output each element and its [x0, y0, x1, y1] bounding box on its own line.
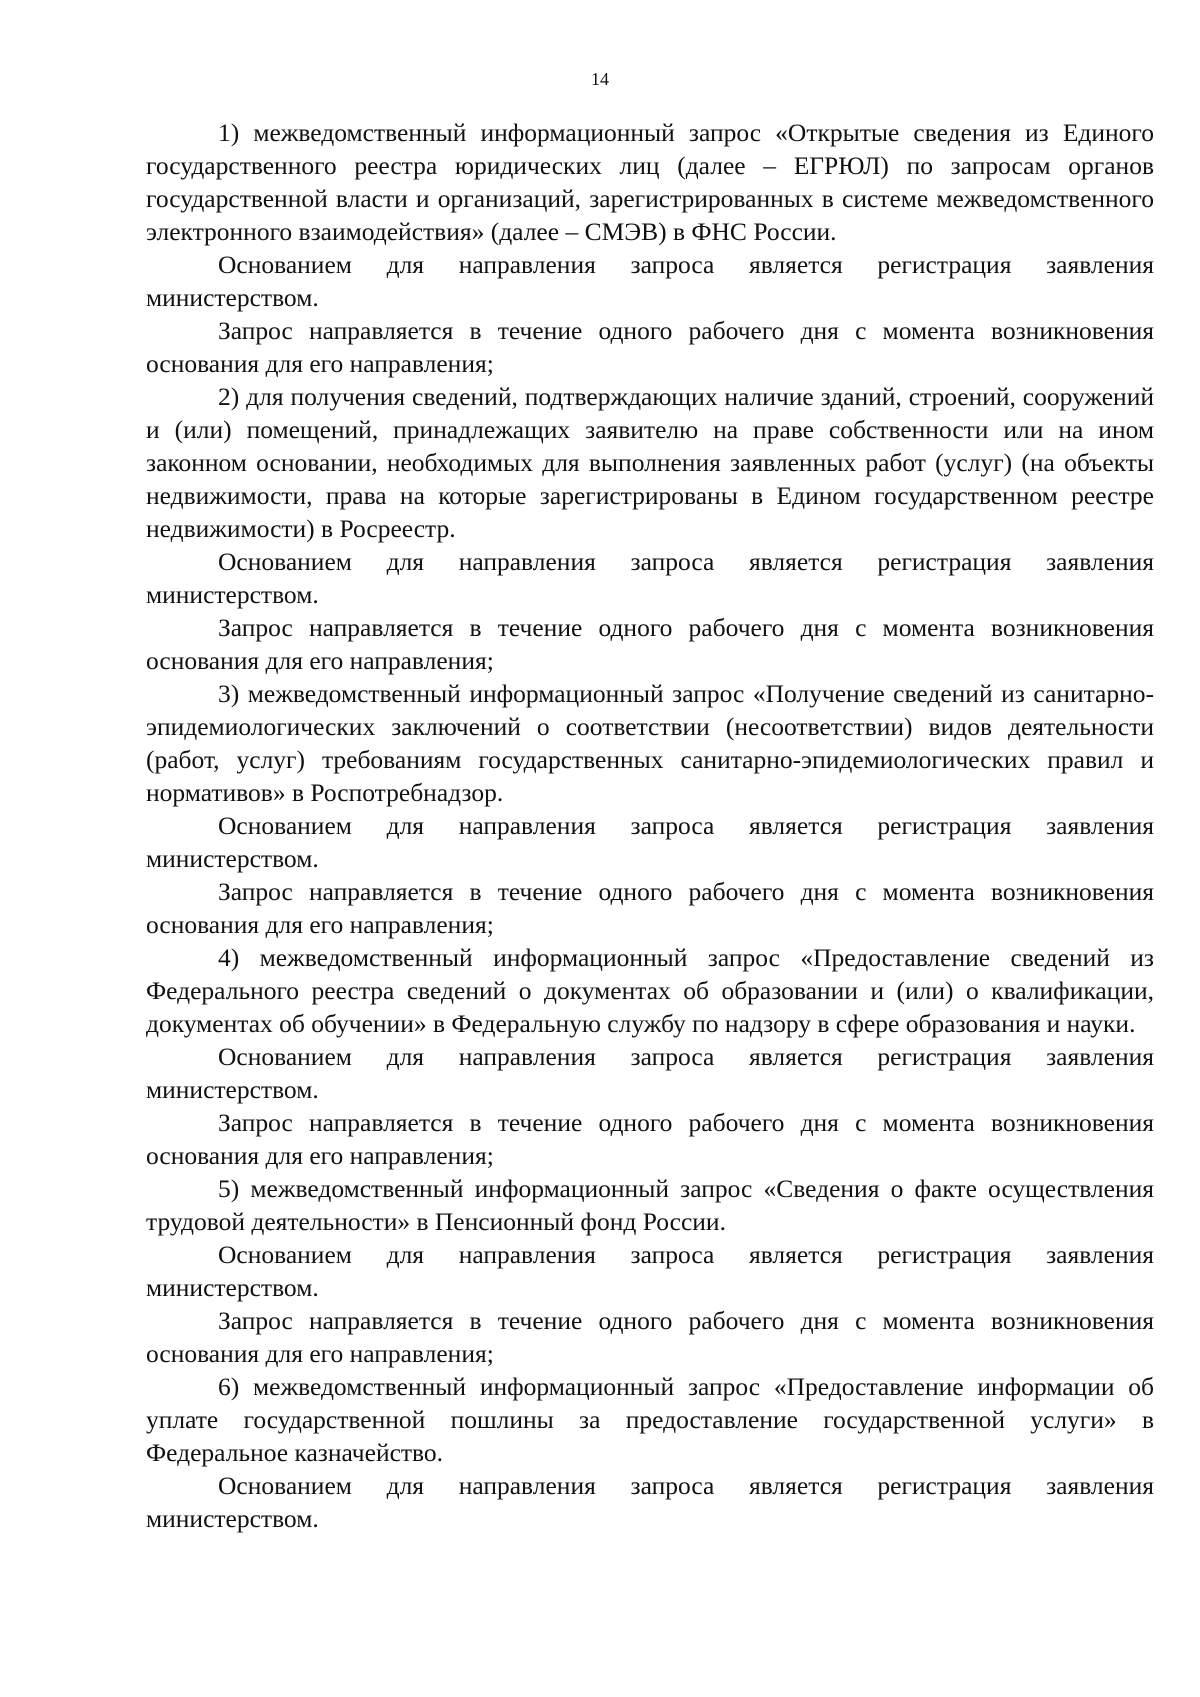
- page-number: 14: [591, 69, 609, 89]
- paragraph-basis: Основанием для направления запроса является регистрация заявления министерством.: [146, 811, 1154, 873]
- paragraph-item-6-treasury-request: 6) межведомственный информационный запрос «Предоставление информации об уплате государственной пошлины за предоставление государственной услуги» в Федеральное казначейство.: [146, 1372, 1154, 1467]
- paragraph-item-1-egrul-request: 1) межведомственный информационный запрос «Открытые сведения из Единого государственного реестра юридических лиц (далее – ЕГРЮЛ) по запросам органов государственной власти и организаций, зарегистрированных в системе межведомственного электронного взаимодействия» (далее – СМЭВ) в ФНС России.: [146, 118, 1154, 246]
- paragraph-basis: Основанием для направления запроса является регистрация заявления министерством.: [146, 1042, 1154, 1104]
- paragraph-deadline: Запрос направляется в течение одного рабочего дня с момента возникновения основания для его направления;: [146, 1108, 1154, 1170]
- paragraph-basis: Основанием для направления запроса является регистрация заявления министерством.: [146, 1471, 1154, 1533]
- paragraph-item-5-pension-fund-request: 5) межведомственный информационный запрос «Сведения о факте осуществления трудовой деятельности» в Пенсионный фонд России.: [146, 1174, 1154, 1236]
- paragraph-basis: Основанием для направления запроса является регистрация заявления министерством.: [146, 547, 1154, 609]
- paragraph-basis: Основанием для направления запроса является регистрация заявления министерством.: [146, 1240, 1154, 1302]
- document-body: [146, 116, 1154, 1535]
- paragraph-deadline: Запрос направляется в течение одного рабочего дня с момента возникновения основания для его направления;: [146, 613, 1154, 675]
- paragraph-deadline: Запрос направляется в течение одного рабочего дня с момента возникновения основания для его направления;: [146, 316, 1154, 378]
- paragraph-deadline: Запрос направляется в течение одного рабочего дня с момента возникновения основания для его направления;: [146, 1306, 1154, 1368]
- paragraph-item-4-education-registry-request: 4) межведомственный информационный запрос «Предоставление сведений из Федерального реестра сведений о документах об образовании и (или) о квалификации, документах об обучении» в Федеральную службу по надзору в сфере образования и науки.: [146, 943, 1154, 1038]
- paragraph-deadline: Запрос направляется в течение одного рабочего дня с момента возникновения основания для его направления;: [146, 877, 1154, 939]
- paragraph-item-3-rospotrebnadzor-request: 3) межведомственный информационный запрос «Получение сведений из санитарно-эпидемиологических заключений о соответствии (несоответствии) видов деятельности (работ, услуг) требованиям государственных санитарно-эпидемиологических правил и нормативов» в Роспотребнадзор.: [146, 679, 1154, 807]
- paragraph-item-2-rosreestr-request: 2) для получения сведений, подтверждающих наличие зданий, строений, сооружений и (или) помещений, принадлежащих заявителю на праве собственности или на ином законном основании, необходимых для выполнения заявленных работ (услуг) (на объекты недвижимости, права на которые зарегистрированы в Едином государственном реестре недвижимости) в Росреестр.: [146, 382, 1154, 543]
- paragraph-basis: Основанием для направления запроса является регистрация заявления министерством.: [146, 250, 1154, 312]
